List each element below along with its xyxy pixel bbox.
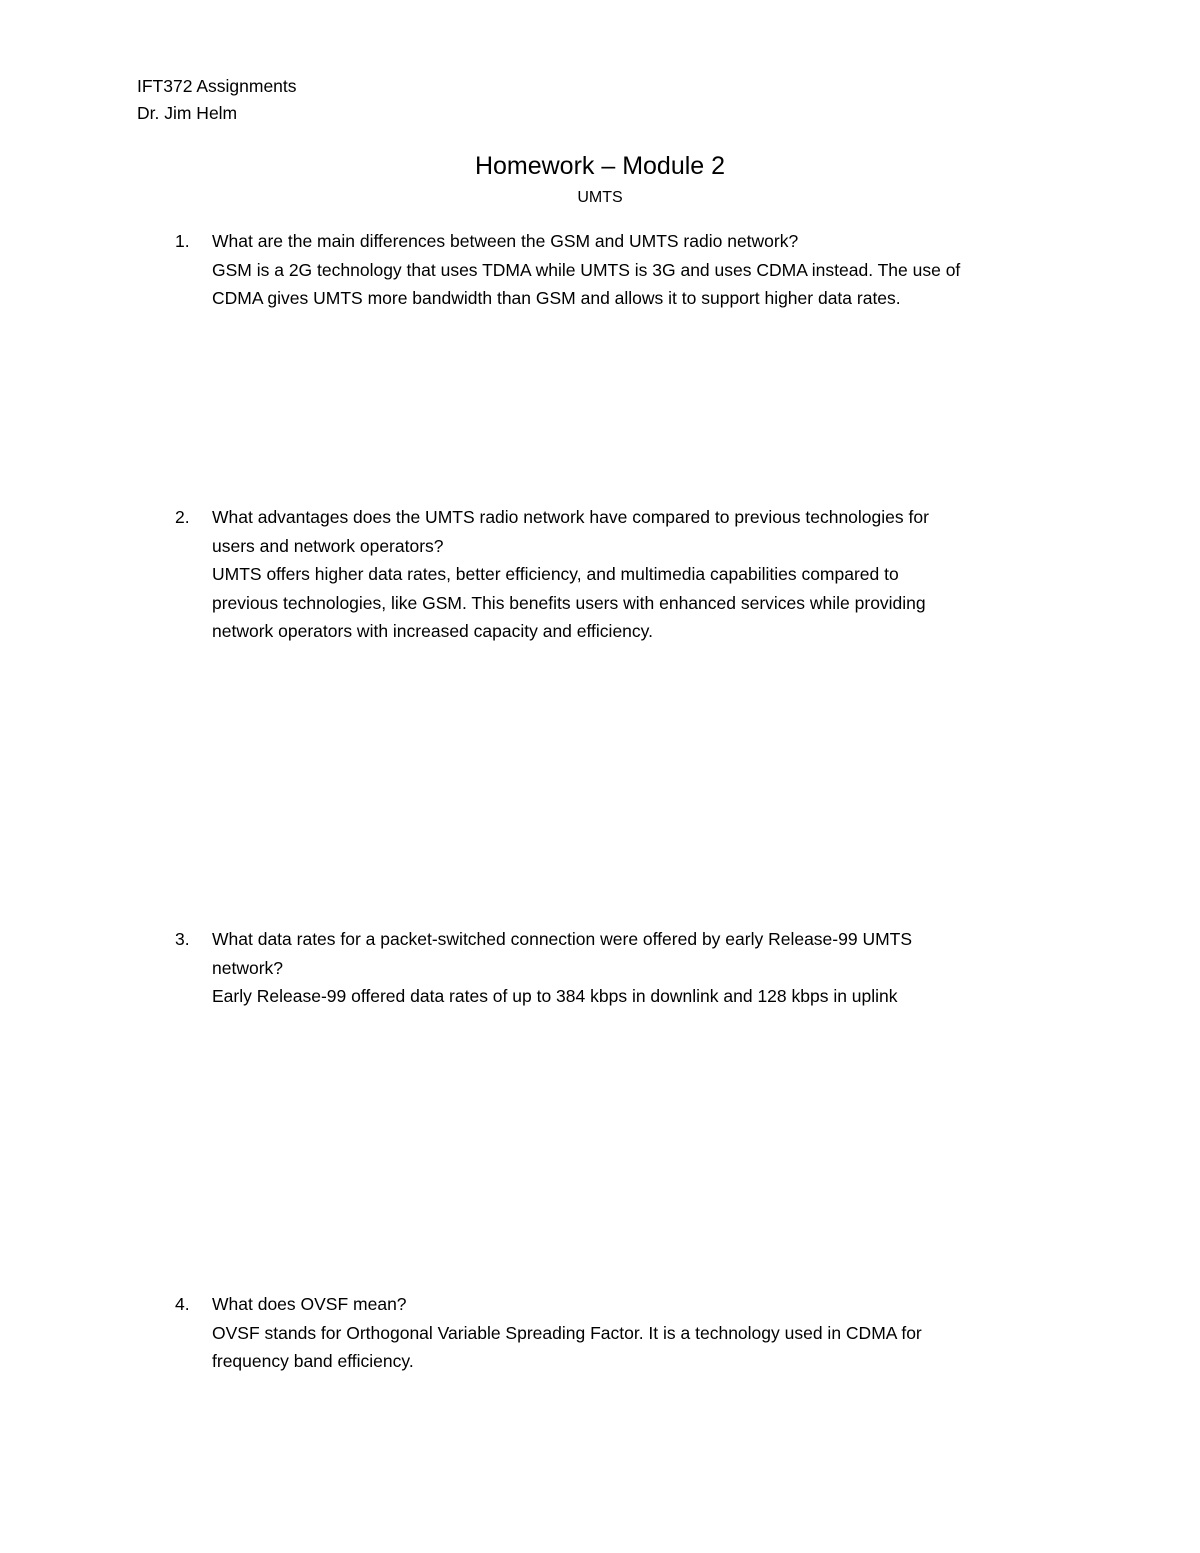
question-number: 2. [175,507,190,527]
answer-text: GSM is a 2G technology that uses TDMA while UMTS is 3G and uses CDMA instead. The use of [212,259,961,280]
course-header: IFT372 Assignments [137,76,297,96]
question-item-4 [175,1290,1055,1376]
answer-text: UMTS offers higher data rates, better efficiency, and multimedia capabilities compared to [212,564,899,585]
question-text: What advantages does the UMTS radio network have compared to previous technologies for [212,507,929,527]
instructor-header: Dr. Jim Helm [137,103,238,123]
question-text: network? [212,957,284,978]
question-text: What does OVSF mean? [212,1294,407,1314]
question-number: 4. [175,1294,190,1314]
answer-text: frequency band efficiency. [212,1351,414,1372]
page-title: Homework – Module 2 [474,152,726,180]
answer-text: CDMA gives UMTS more bandwidth than GSM and allows it to support higher data rates. [212,288,901,309]
page-subtitle: UMTS [577,189,623,206]
question-item-3 [175,925,1055,1011]
answer-text: OVSF stands for Orthogonal Variable Spreading Factor. It is a technology used in CDMA for [212,1322,922,1343]
question-item-1 [175,227,1055,313]
question-text: users and network operators? [212,535,444,556]
answer-text: previous technologies, like GSM. This benefits users with enhanced services while providing [212,592,926,613]
answer-text: network operators with increased capacity and efficiency. [212,621,653,642]
question-text: What are the main differences between the GSM and UMTS radio network? [212,231,799,251]
question-item-2 [175,503,1055,646]
question-number: 3. [175,929,190,949]
answer-text: Early Release-99 offered data rates of up to 384 kbps in downlink and 128 kbps in uplink [212,986,898,1007]
question-text: What data rates for a packet-switched connection were offered by early Release-99 UMTS [212,929,913,949]
question-number: 1. [175,231,190,251]
